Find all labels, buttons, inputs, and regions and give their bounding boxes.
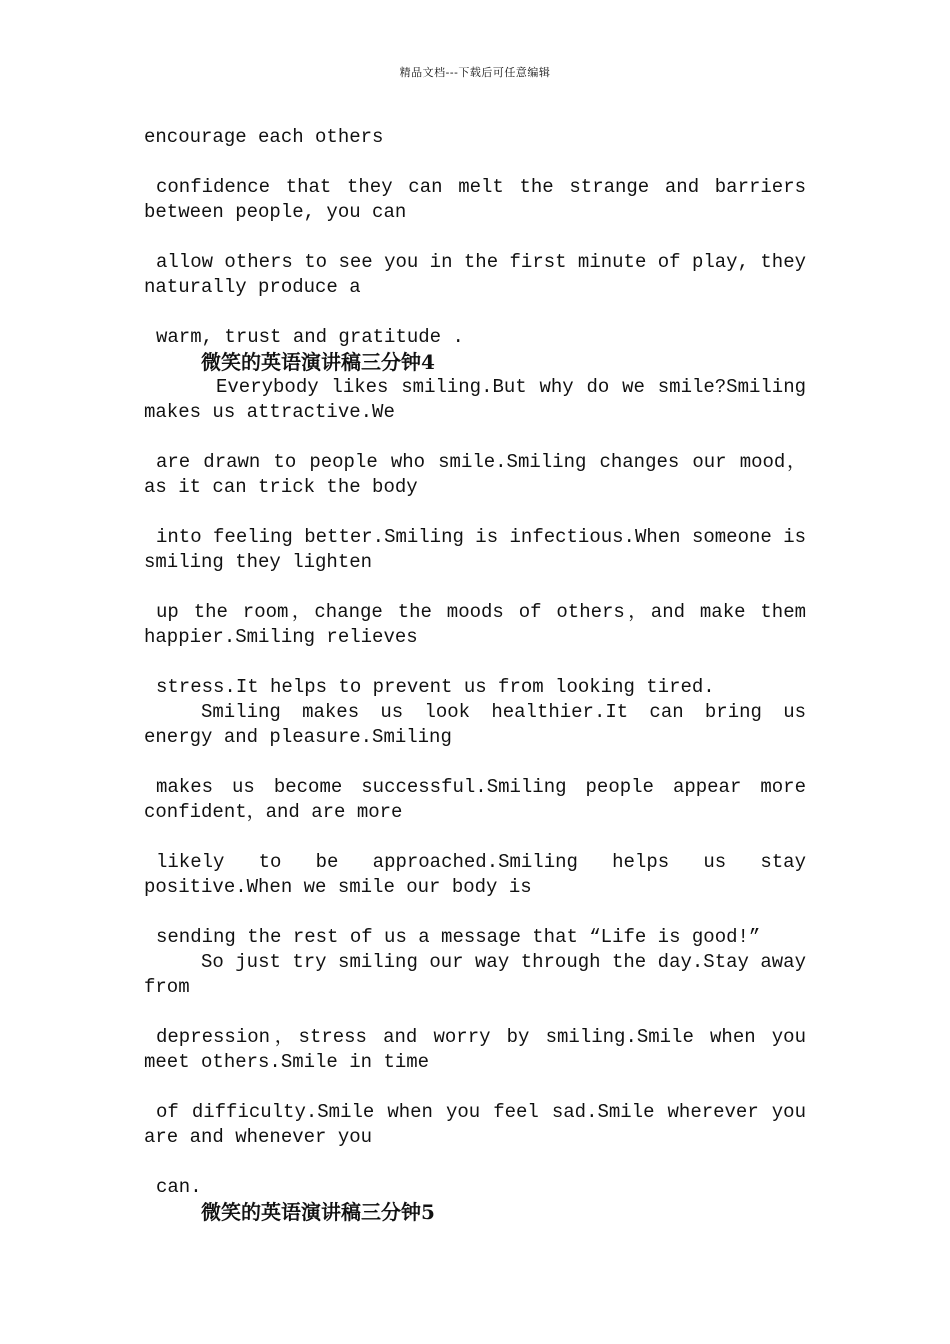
paragraph: sending the rest of us a message that “Life is good!”	[156, 926, 761, 948]
paragraph: into feeling better.Smiling is infectious.When someone is smiling they lighten	[144, 526, 806, 573]
paragraph: allow others to see you in the first minute of play, they naturally produce a	[144, 251, 806, 298]
paragraph: warm, trust and gratitude .	[156, 326, 464, 348]
paragraph: stress.It helps to prevent us from looking tired.	[156, 676, 715, 698]
page-header: 精品文档---下载后可任意编辑	[399, 66, 551, 79]
section-title-4: 微笑的英语演讲稿三分钟4	[201, 350, 435, 374]
section-title-5: 微笑的英语演讲稿三分钟5	[201, 1200, 435, 1224]
paragraph: up the room，change the moods of others，and make them happier.Smiling relieves	[144, 601, 806, 648]
paragraph: of difficulty.Smile when you feel sad.Smile wherever you are and whenever you	[144, 1101, 806, 1148]
paragraph: likely to be approached.Smiling helps us stay positive.When we smile our body is	[144, 851, 806, 898]
paragraph: encourage each others	[144, 126, 384, 148]
paragraph: confidence that they can melt the strange and barriers between people, you can	[144, 176, 806, 223]
paragraph: Everybody likes smiling.But why do we smile?Smiling makes us attractive.We	[144, 376, 806, 423]
paragraph: Smiling makes us look healthier.It can bring us energy and pleasure.Smiling	[144, 701, 806, 748]
document-body	[144, 125, 806, 1225]
paragraph: can.	[156, 1176, 202, 1198]
paragraph: are drawn to people who smile.Smiling changes our mood，as it can trick the body	[144, 451, 806, 498]
paragraph: depression，stress and worry by smiling.Smile when you meet others.Smile in time	[144, 1026, 806, 1073]
paragraph: makes us become successful.Smiling people appear more confident，and are more	[144, 776, 806, 823]
paragraph: So just try smiling our way through the day.Stay away from	[144, 951, 806, 998]
